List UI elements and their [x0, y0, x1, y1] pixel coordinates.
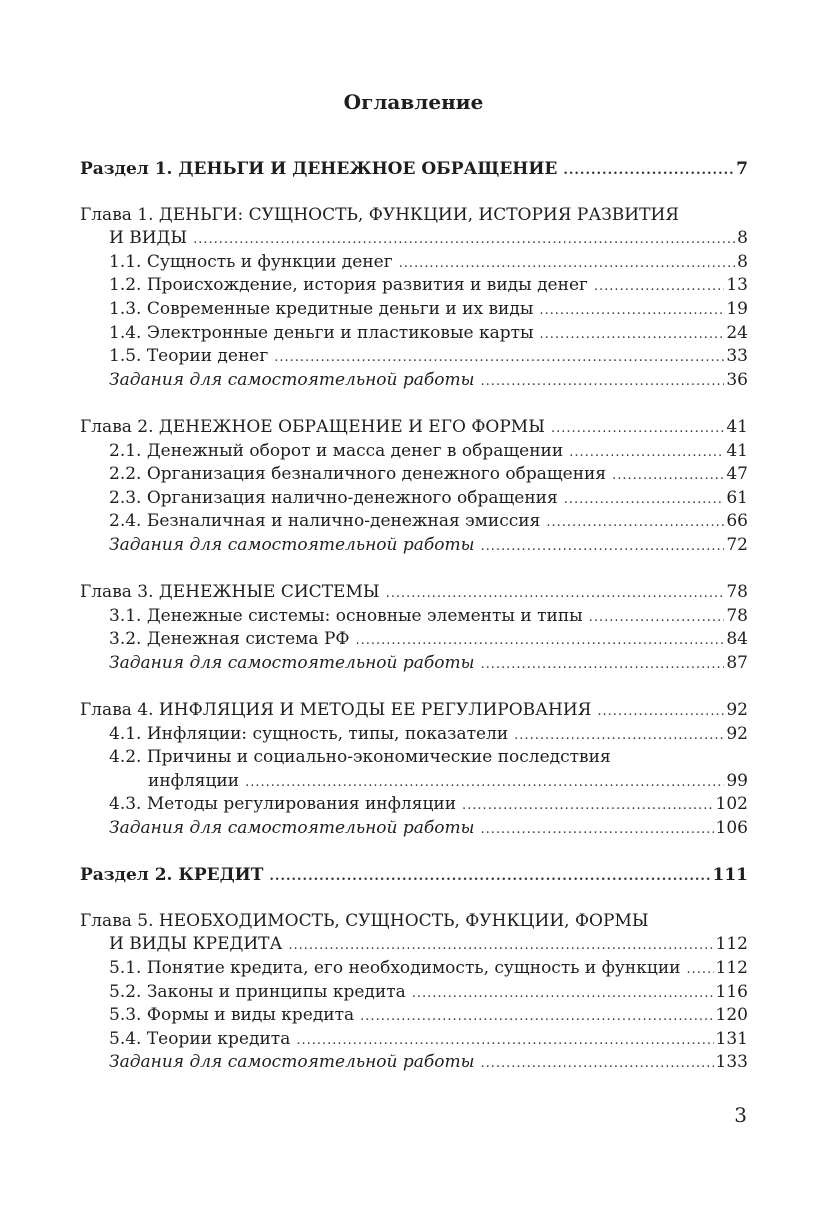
toc-item[interactable]	[80, 628, 748, 652]
toc-entry-label: 2.2. Организация безналичного денежного обращения	[109, 464, 607, 485]
toc-entry-label: 5.4. Теории кредита	[109, 1028, 291, 1049]
toc-item[interactable]	[80, 770, 748, 794]
toc-page-number: 33	[726, 346, 748, 367]
dot-leader	[274, 346, 724, 370]
toc-entry-label: Задания для самостоятельной работы	[109, 1052, 475, 1073]
toc-page-number: 133	[715, 1052, 748, 1073]
toc-chapter-5-heading[interactable]	[80, 910, 748, 934]
toc-entry-label: 1.1. Сущность и функции денег	[109, 251, 393, 272]
toc-item[interactable]	[80, 1004, 748, 1028]
toc-entry-label: 5.1. Понятие кредита, его необходимость, сущность и функции	[109, 958, 681, 978]
toc-exercises[interactable]	[80, 369, 748, 393]
dot-leader	[296, 1029, 713, 1053]
toc-entry-label: 4.3. Методы регулирования инфляции	[109, 794, 457, 815]
toc-page-number: 8	[737, 228, 748, 249]
toc-item-heading[interactable]	[80, 746, 748, 770]
dot-leader	[540, 323, 725, 347]
toc-page-number: 92	[726, 723, 748, 744]
toc-entry-label: 5.3. Формы и виды кредита	[109, 1005, 355, 1026]
toc-page-number: 99	[726, 770, 748, 791]
toc-page-number: 66	[726, 511, 748, 532]
toc-item[interactable]	[80, 274, 748, 298]
dot-leader	[480, 535, 724, 559]
toc-item[interactable]	[80, 1028, 748, 1052]
toc-chapter-3[interactable]	[80, 581, 748, 605]
table-of-contents	[80, 158, 748, 1075]
toc-page-number: 131	[715, 1028, 748, 1049]
page-number: 3	[734, 1103, 747, 1127]
toc-item[interactable]	[80, 981, 748, 1005]
toc-item[interactable]	[80, 298, 748, 322]
toc-page-number: 87	[726, 652, 748, 673]
toc-item[interactable]	[80, 723, 748, 747]
dot-leader	[193, 228, 735, 252]
toc-entry-label: 2.1. Денежный оборот и масса денег в обращении	[109, 440, 564, 461]
dot-leader	[462, 794, 714, 818]
toc-entry-label: И ВИДЫ КРЕДИТА	[109, 934, 283, 955]
dot-leader	[480, 653, 724, 677]
dot-leader	[563, 159, 734, 183]
dot-leader	[551, 417, 724, 441]
toc-page-number: 41	[726, 440, 748, 461]
dot-leader	[360, 1005, 713, 1029]
dot-leader	[514, 724, 724, 748]
toc-chapter-4[interactable]	[80, 699, 748, 723]
dot-leader	[386, 582, 725, 606]
page-title: Оглавление	[343, 90, 484, 114]
toc-page-number: 84	[726, 629, 748, 650]
toc-section-1[interactable]	[80, 158, 748, 182]
toc-page-number: 61	[726, 487, 748, 508]
toc-page-number: 72	[726, 534, 748, 555]
toc-page-number: 120	[715, 1005, 748, 1026]
dot-leader	[412, 982, 714, 1006]
dot-leader	[589, 606, 725, 630]
toc-entry-label: 1.2. Происхождение, история развития и виды денег	[109, 275, 588, 296]
toc-item[interactable]	[80, 440, 748, 464]
toc-page-number: 24	[726, 322, 748, 343]
toc-page-number: 116	[715, 981, 748, 1002]
toc-item[interactable]	[80, 463, 748, 487]
toc-page-number: 78	[726, 582, 748, 603]
toc-entry-label: 2.3. Организация налично-денежного обращения	[109, 487, 558, 508]
toc-entry-label: Задания для самостоятельной работы	[109, 369, 475, 390]
toc-item[interactable]	[80, 322, 748, 346]
toc-entry-label: Задания для самостоятельной работы	[109, 652, 475, 673]
toc-entry-label: Глава 2. ДЕНЕЖНОЕ ОБРАЩЕНИЕ И ЕГО ФОРМЫ	[80, 416, 545, 437]
toc-item[interactable]	[80, 793, 748, 817]
toc-exercises[interactable]	[80, 1051, 748, 1075]
toc-entry-label: 1.4. Электронные деньги и пластиковые карты	[109, 322, 534, 343]
dot-leader	[594, 275, 724, 299]
toc-entry-label: 4.2. Причины и социально-экономические последствия	[109, 747, 611, 768]
dot-leader	[546, 511, 724, 535]
toc-page-number: 102	[715, 794, 748, 815]
toc-item[interactable]	[80, 510, 748, 534]
dot-leader	[564, 488, 725, 512]
dot-leader	[597, 700, 724, 724]
toc-chapter-2[interactable]	[80, 416, 748, 440]
toc-entry-label: инфляции	[148, 770, 240, 791]
toc-page-number: 112	[715, 958, 748, 978]
toc-exercises[interactable]	[80, 652, 748, 676]
toc-chapter-1-heading[interactable]	[80, 204, 748, 228]
toc-entry-label: Глава 4. ИНФЛЯЦИЯ И МЕТОДЫ ЕЕ РЕГУЛИРОВАНИЯ	[80, 700, 592, 721]
toc-page-number: 112	[715, 934, 748, 955]
toc-page-number: 13	[726, 275, 748, 296]
toc-page-number: 92	[726, 700, 748, 721]
toc-page-number: 111	[712, 865, 748, 886]
toc-chapter-5[interactable]	[80, 933, 748, 957]
dot-leader	[539, 299, 724, 323]
toc-page-number: 47	[726, 464, 748, 485]
toc-chapter-1[interactable]	[80, 227, 748, 251]
toc-entry-label: 5.2. Законы и принципы кредита	[109, 981, 406, 1002]
dot-leader	[356, 629, 725, 653]
toc-entry-label: 1.3. Современные кредитные деньги и их виды	[109, 298, 534, 319]
toc-item[interactable]	[80, 345, 748, 369]
dot-leader	[480, 1052, 713, 1076]
dot-leader	[569, 441, 724, 465]
toc-page-number: 36	[726, 369, 748, 390]
toc-item[interactable]	[80, 957, 748, 981]
toc-exercises[interactable]	[80, 817, 748, 841]
dot-leader	[288, 934, 713, 958]
toc-entry-label: И ВИДЫ	[109, 228, 188, 249]
toc-item[interactable]	[80, 251, 748, 275]
toc-page-number: 19	[726, 298, 748, 319]
toc-page-number: 41	[726, 416, 748, 437]
dot-leader	[269, 865, 710, 889]
dot-leader	[686, 958, 713, 982]
dot-leader	[480, 370, 724, 394]
toc-entry-label: Глава 1. ДЕНЬГИ: СУЩНОСТЬ, ФУНКЦИИ, ИСТОРИЯ РАЗВИТИЯ	[80, 204, 679, 225]
toc-entry-label: 2.4. Безналичная и налично-денежная эмиссия	[109, 511, 541, 532]
dot-leader	[480, 818, 713, 842]
toc-section-2[interactable]	[80, 864, 748, 888]
toc-item[interactable]	[80, 487, 748, 511]
toc-entry-label: Глава 3. ДЕНЕЖНЫЕ СИСТЕМЫ	[80, 582, 380, 603]
dot-leader	[612, 464, 724, 488]
toc-entry-label: Глава 5. НЕОБХОДИМОСТЬ, СУЩНОСТЬ, ФУНКЦИИ, ФОРМЫ	[80, 910, 649, 931]
toc-entry-label: 1.5. Теории денег	[109, 346, 269, 367]
toc-page-number: 78	[726, 605, 748, 626]
toc-entry-label: 3.2. Денежная система РФ	[109, 629, 350, 650]
toc-entry-label: 3.1. Денежные системы: основные элементы и типы	[109, 605, 583, 626]
toc-page-number: 7	[736, 159, 748, 179]
toc-item[interactable]	[80, 605, 748, 629]
toc-entry-label: Задания для самостоятельной работы	[109, 534, 475, 555]
toc-entry-label: Раздел 2. КРЕДИТ	[80, 865, 264, 886]
dot-leader	[399, 252, 736, 276]
toc-page-number: 106	[715, 818, 748, 839]
toc-page-number: 8	[737, 251, 748, 272]
toc-exercises[interactable]	[80, 534, 748, 558]
dot-leader	[245, 771, 724, 795]
toc-entry-label: 4.1. Инфляции: сущность, типы, показатели	[109, 723, 509, 744]
toc-entry-label: Задания для самостоятельной работы	[109, 818, 475, 839]
toc-entry-label: Раздел 1. ДЕНЬГИ И ДЕНЕЖНОЕ ОБРАЩЕНИЕ	[80, 159, 558, 179]
